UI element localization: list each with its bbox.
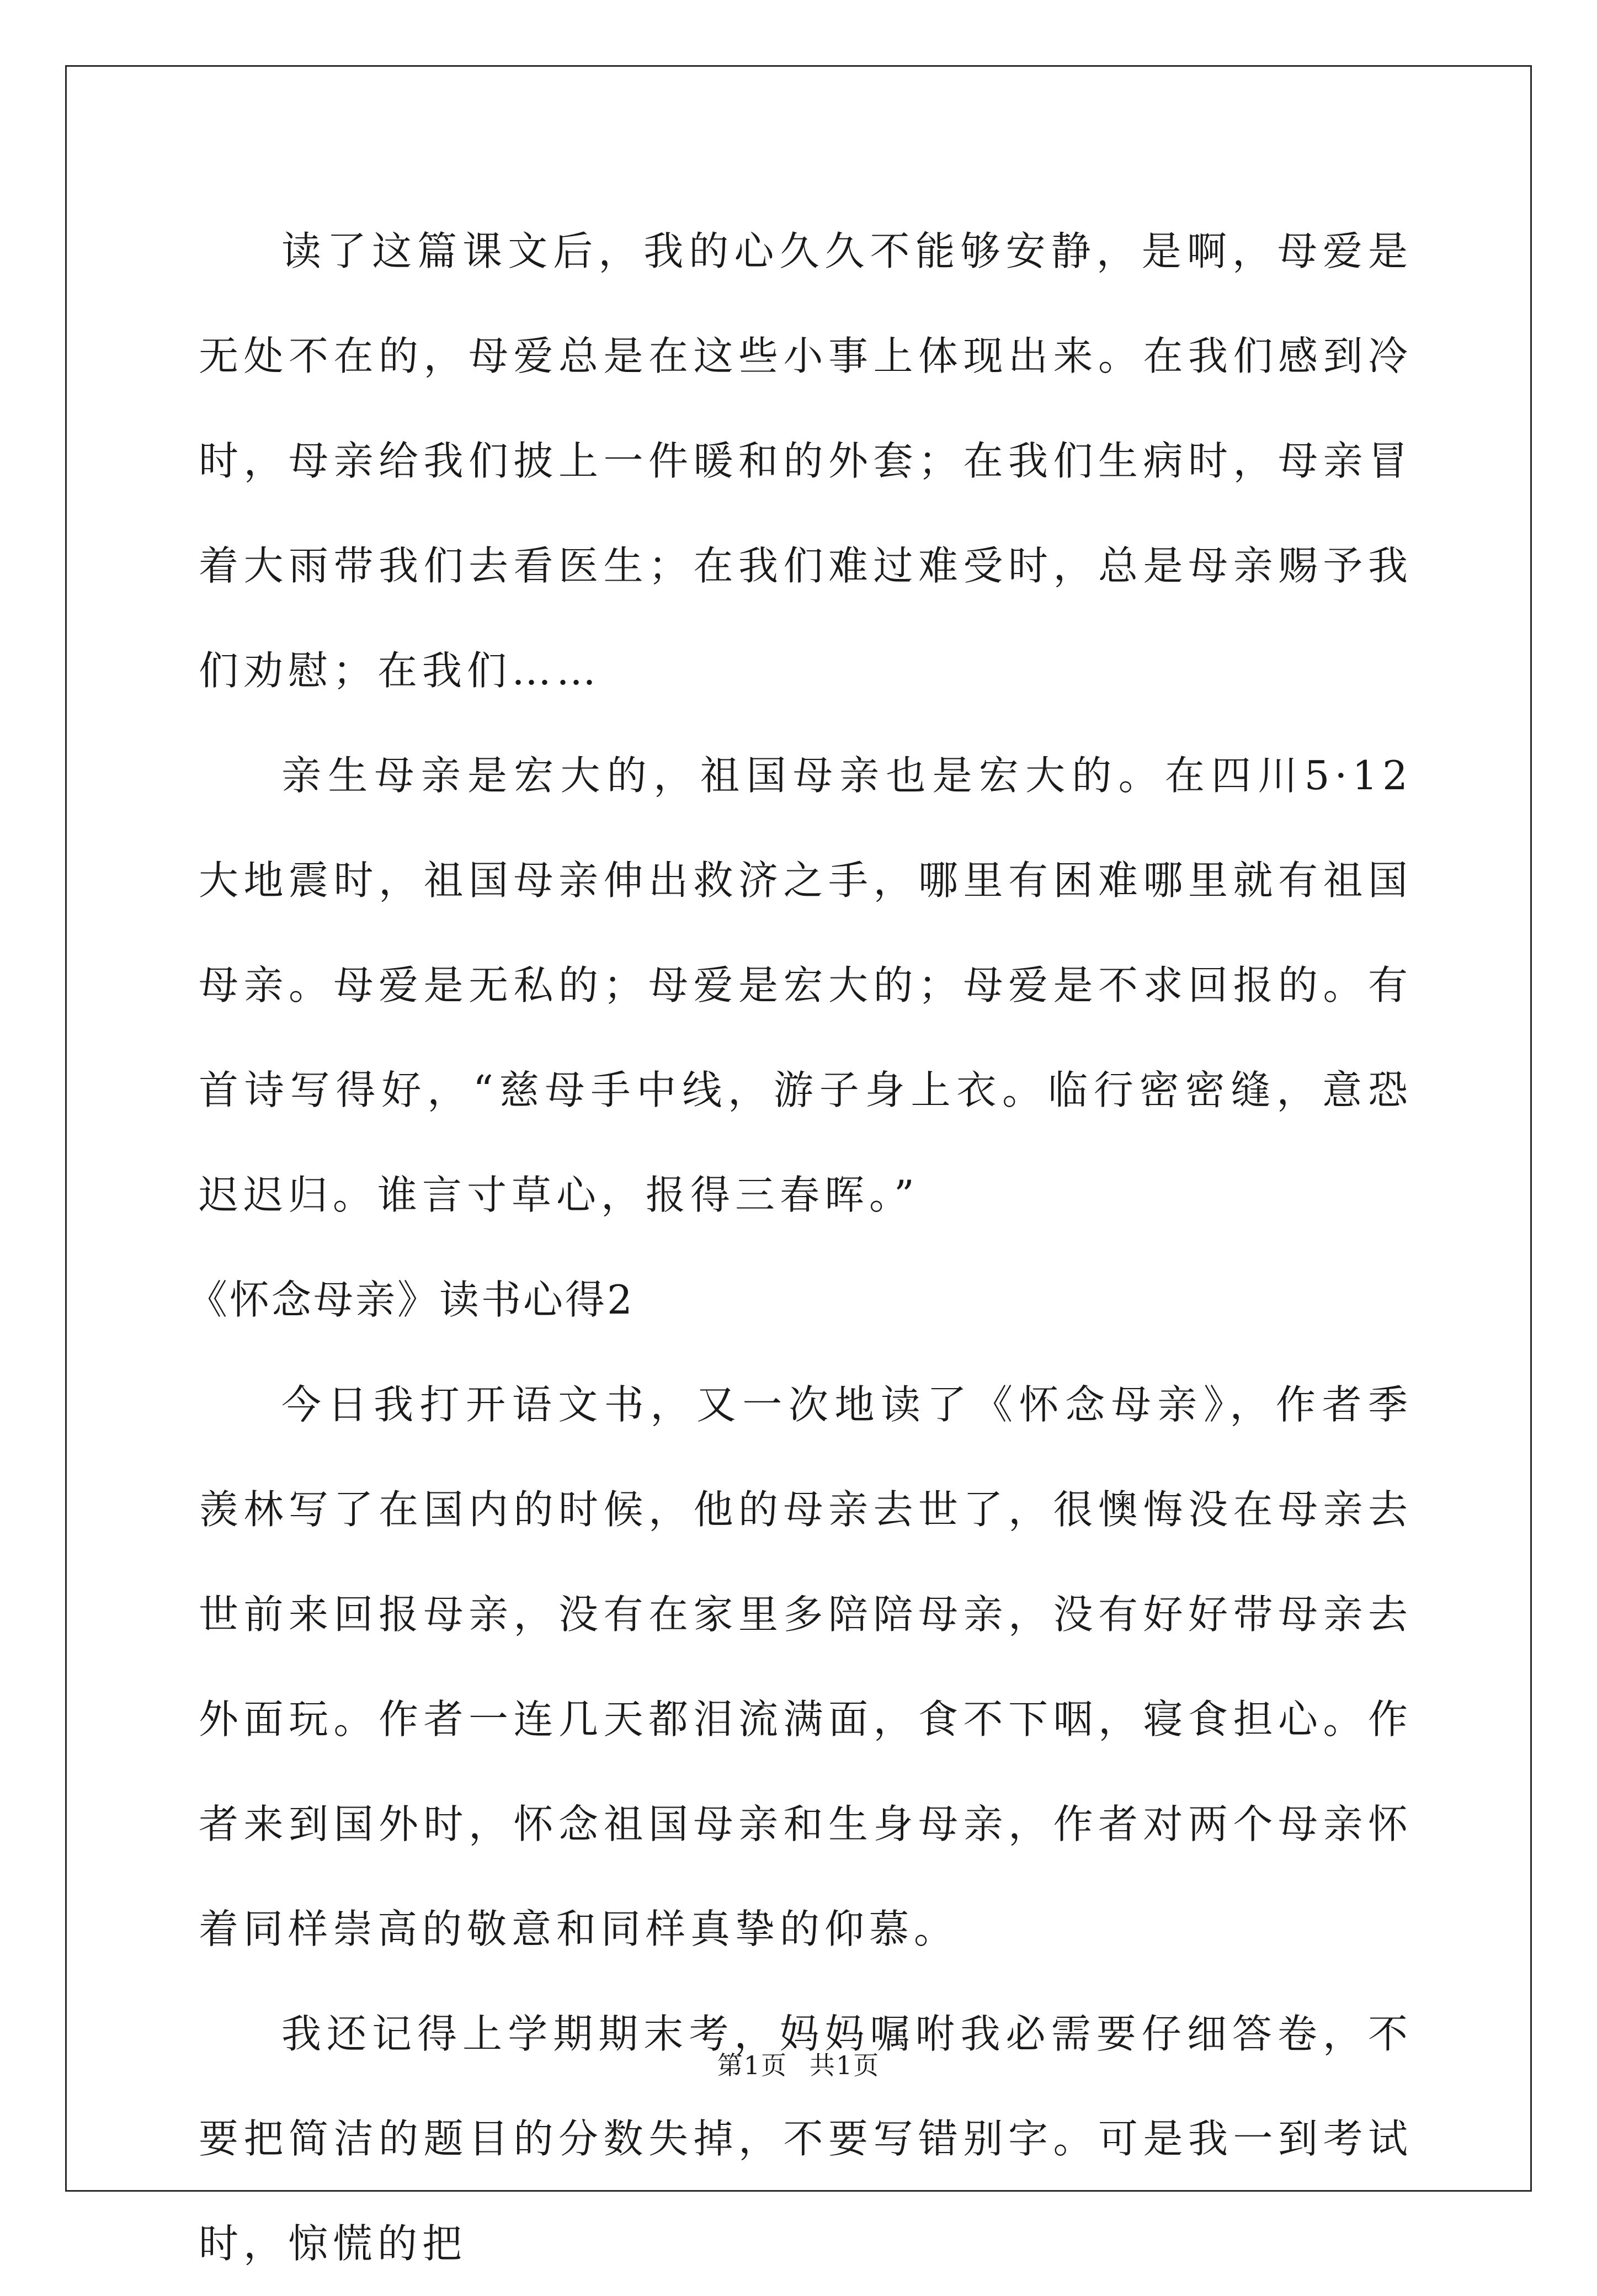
- page-footer: [0, 2045, 1597, 2082]
- page-number: 第1页: [717, 2050, 787, 2080]
- document-body: [188, 199, 1413, 2296]
- paragraph-3: 今日我打开语文书，又一次地读了《怀念母亲》，作者季羡林写了在国内的时候，他的母亲去世了，很懊悔没在母亲去世前来回报母亲，没有在家里多陪陪母亲，没有好好带母亲去外面玩。作者一连几天都泪流满面，食不下咽，寝食担心。作者来到国外时，怀念祖国母亲和生身母亲，作者对两个母亲怀着同样崇高的敬意和同样真挚的仰慕。: [199, 1381, 1413, 1952]
- paragraph-1: 读了这篇课文后，我的心久久不能够安静，是啊，母爱是无处不在的，母爱总是在这些小事上体现出来。在我们感到冷时，母亲给我们披上一件暖和的外套；在我们生病时，母亲冒着大雨带我们去看医生；在我们难过难受时，总是母亲赐予我们劝慰；在我们……: [199, 228, 1413, 694]
- section-heading: 《怀念母亲》读书心得2: [188, 1277, 635, 1323]
- page-total: 共1页: [810, 2050, 880, 2080]
- paragraph-4: 我还记得上学期期末考，妈妈嘱咐我必需要仔细答卷，不要把简洁的题目的分数失掉，不要写错别字。可是我一到考试时，惊慌的把: [199, 2011, 1413, 2267]
- paragraph-2: 亲生母亲是宏大的，祖国母亲也是宏大的。在四川5·12大地震时，祖国母亲伸出救济之手，哪里有困难哪里就有祖国母亲。母爱是无私的；母爱是宏大的；母爱是不求回报的。有首诗写得好，“慈母手中线，游子身上衣。临行密密缝，意恐迟迟归。谁言寸草心，报得三春晖。”: [199, 752, 1413, 1218]
